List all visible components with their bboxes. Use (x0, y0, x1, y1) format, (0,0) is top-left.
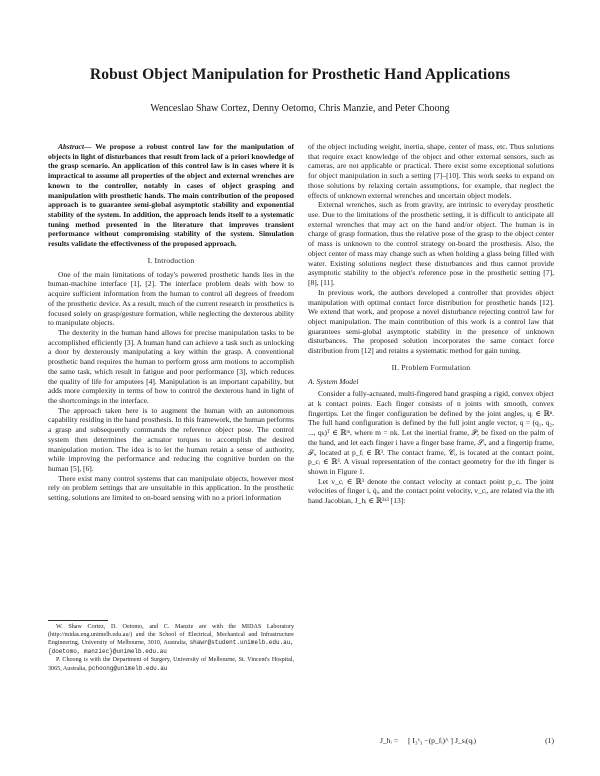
equation-1 (308, 734, 554, 748)
intro-paragraph-4: There exist many control systems that can manipulate objects, however most rely on problem settings that are unsuitable in this application. In the prosthetic setting, solutions are limited to on-board sensing with no a priori information (48, 473, 294, 503)
footnote-affiliation-1-text: W. Shaw Cortez, D. Oetomo, and C. Manzie are with the MIDAS Laboratory (http://midas.eng.unimelb.edu.au/) and the School of Electrical, Mechanical and Infrastructure Engineering, University of Melbourne, 3010, Australia, (48, 624, 294, 647)
equation-lhs: J_hᵢ = (380, 736, 398, 745)
footnote-affiliation-2 (48, 657, 294, 673)
abstract-text: — We propose a robust control law for the manipulation of objects in light of disturbances that result from lack of a priori knowledge of the grasp scenario. An application of this control law is in cases where it is impractical to assume all properties of the object and external wrenches are known to the controller, notably in cases of object grasping and manipulation with prosthetic hands. The main contribution of the proposed approach is to guarantee semi-global asymptotic stability and exponential stability of the system. In addition, the approach lends itself to a systematic tuning method presented in the literature that improves transient performance without compromising stability of the system. Simulation results validate the effectiveness of the proposed approach. (48, 142, 294, 249)
subsection-heading-system-model: A. System Model (308, 376, 359, 386)
abstract (48, 142, 294, 249)
footnote-affiliation-1 (48, 624, 294, 657)
model-paragraph-1: Consider a fully-actuated, multi-fingered hand grasping a rigid, convex object at k contact points. Each finger consists of n joints with smooth, convex fingertips. Let the finger configuration be defined by the joint angles, qᵢ ∈ ℝⁿ. The full hand configuration is defined by the full joint angle vector, q = (q₁, q₂, ..., qₖ)ᵀ ∈ ℝᵐ, where m = nk. Let the inertial frame, 𝒫, be fixed on the palm of the hand, and let each finger i have a finger base frame, 𝒮ᵢ, and a fingertip frame, ℱᵢ, located at p_fᵢ ∈ ℝ³. The contact frame, 𝒞ᵢ, is located at the contact point, p_cᵢ ∈ ℝ³. A visual representation of the contact geometry for the ith finger is shown in Figure 1. (308, 389, 554, 476)
intro-paragraph-2: The dexterity in the human hand allows for precise manipulation tasks to be accomplished efficiently [3]. A human hand can achieve a task such as unlocking a door by dexterously manipulating a key within the grasp. A conventional prosthetic hand requires the human to perform gross arm motions to accomplish the same task, which result in fatigue and poor performance [3], which reduces the quality of life for amputees [4]. Manipulation is an important capability, but adds more complexity in terms of how to control the dexterous hand in light of the shortcomings in the interface. (48, 327, 294, 405)
footnote (48, 620, 294, 673)
intro-paragraph-7: In previous work, the authors developed a controller that provides object manipulation with optimal contact force distribution for prosthetic hands [12]. We extend that work, and propose a novel disturbance rejecting control law for object manipulation. The main contribution of this work is a control law that guarantees semi-global asymptotic stability in the presence of unknown disturbances. The proposed solution incorporates the same contact force distribution from [12] and retains a systematic method for gain tuning. (308, 287, 554, 356)
equation-number: (1) (545, 736, 554, 745)
intro-paragraph-3: The approach taken here is to augment the human with an autonomous capability residing in the hand prosthesis. In this framework, the human performs a grasp and subsequently commands the reference object pose. The control system then determines the actuator torques to accomplish the desired manipulation motion. The idea is to let the human retain a sense of authority, while improving the performance and reducing the cognitive burden on the human [5], [6]. (48, 405, 294, 473)
footnote-rule (48, 620, 108, 621)
intro-paragraph-1: One of the main limitations of today's powered prosthetic hands lies in the human-machine interface [1], [2]. The interface problem deals with how to acquire sufficient information from the human to control all degrees of freedom of the prosthetic device. As a result, much of the current research in prosthetics is focused solely on grasp/gesture formation, while neglecting the dexterous ability to manipulate objects. (48, 269, 294, 328)
right-column (308, 142, 554, 506)
footnote-email-1[interactable]: shawr@student.unimelb.edu.au, {doetomo, manziec}@unimelb.edu.au (48, 639, 294, 656)
section-heading-introduction: I. Introduction (147, 255, 195, 265)
intro-paragraph-5: of the object including weight, inertia, shape, center of mass, etc. Thus solutions that require exact knowledge of the object and other external sensors, such as cameras, are not applicable or practical. There exist some exceptional solutions for object manipulation in such a setting [7]–[10]. This work seeks to expand on those solutions by relaxing certain assumptions, for example, that neglect the effects of unknown external wrenches and uncertain object models. (308, 142, 554, 200)
intro-paragraph-6: External wrenches, such as from gravity, are intrinsic to everyday prosthetic use. Due to the limitations of the prosthetic setting, it is difficult to anticipate all external wrenches that may act on the hand and/or object. The human is in charge of grasp formation, thus the relative pose of the grasp to the object center of mass is unknown to the control strategy on-board the prosthesis. Also, the object center of mass may change such as when holding a glass being filled with water. Existing solutions neglect these disturbances and thus cannot provide asymptotic stability to the object's reference pose in the prosthetic setting [7], [8], [11]. (308, 200, 554, 288)
section-heading-problem-formulation: II. Problem Formulation (391, 362, 471, 372)
model-paragraph-2: Let v_cᵢ ∈ ℝ³ denote the contact velocity at contact point p_cᵢ. The joint velocities of finger i, q̇ᵢ, and the contact point velocity, v_cᵢ, are related via the ith hand Jacobian, J_hᵢ ∈ ℝ³ˣ³ [13]: (308, 476, 554, 506)
equation-rhs: [ I₃ˣ₃ −(p_fᵢ)^ ] J_sᵢ(qᵢ) (408, 736, 476, 745)
footnote-email-2[interactable]: pchoong@unimelb.edu.au (88, 664, 168, 672)
footnote-affiliation-2-text: P. Choong is with the Department of Surgery, University of Melbourne, St. Vincent's Hospital, 3065, Australia, (48, 656, 294, 672)
author-list: Wenceslao Shaw Cortez, Denny Oetomo, Chris Manzie, and Peter Choong (150, 103, 450, 114)
paper-title: Robust Object Manipulation for Prosthetic Hand Applications (89, 66, 511, 83)
left-column (48, 142, 294, 503)
abstract-label: Abstract (58, 142, 84, 151)
